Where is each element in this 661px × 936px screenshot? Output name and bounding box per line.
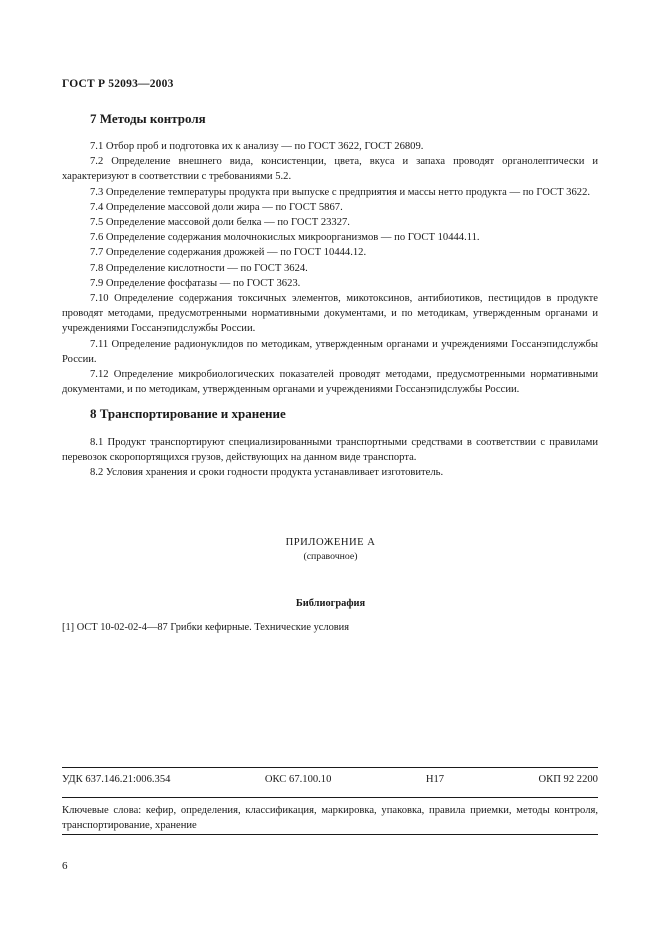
appendix-subtitle: (справочное) [303,551,358,562]
paragraph-8-2: 8.2 Условия хранения и сроки годности продукта устанавливает изготовитель. [90,467,444,479]
paragraph-7-3: 7.3 Определение температуры продукта при выпуске с предприятия и массы нетто продукта — по ГОСТ 3622. [90,186,591,198]
divider-bottom [62,834,598,835]
section-8-body [62,435,598,481]
section-7-title: 7 Методы контроля [90,111,206,126]
paragraph-7-8: 7.8 Определение кислотности — по ГОСТ 3624. [90,262,308,274]
section-8-title: 8 Транспортирование и хранение [90,406,286,421]
section-7-body [62,139,598,397]
paragraph-7-12: 7.12 Определение микробиологических показателей проводят методами, предусмотренными нормативными документами, и по методикам, утвержденным органами и учреждениями Госсанэпидслужбы России. [62,369,598,396]
paragraph-7-7: 7.7 Определение содержания дрожжей — по ГОСТ 10444.12. [90,247,367,259]
classification-row [62,774,598,785]
paragraph-7-5: 7.5 Определение массовой доли белка — по ГОСТ 23327. [90,217,350,229]
paragraph-7-4: 7.4 Определение массовой доли жира — по ГОСТ 5867. [90,201,343,213]
okp-code: ОКП 92 2200 [538,774,598,785]
bibliography-reference: [1] ОСТ 10-02-02-4—87 Грибки кефирные. Технические условия [62,622,350,633]
paragraph-7-1: 7.1 Отбор проб и подготовка их к анализу — по ГОСТ 3622, ГОСТ 26809. [90,141,424,152]
oks-code: ОКС 67.100.10 [264,774,332,785]
divider-top [62,767,598,768]
document-header: ГОСТ Р 52093—2003 [62,78,174,90]
paragraph-7-11: 7.11 Определение радионуклидов по методикам, утвержденным органами и учреждениями Госсанэпидслужбы России. [62,338,598,365]
group-code: Н17 [425,774,445,785]
paragraph-7-9: 7.9 Определение фосфатазы — по ГОСТ 3623. [90,277,301,289]
paragraph-7-2: 7.2 Определение внешнего вида, консистенции, цвета, вкуса и запаха проводят органолептически и характеризуют в соответствии с требованиями 5.2. [62,156,598,183]
paragraph-7-10: 7.10 Определение содержания токсичных элементов, микотоксинов, антибиотиков, пестицидов в продукте проводят методами, предусмотренными нормативными документами, и по методикам, утвержденным органами и учреждениями Госсанэпидслужбы России. [62,293,598,335]
bibliography-title: Библиография [295,598,366,609]
keywords: Ключевые слова: кефир, определения, классификация, маркировка, упаковка, правила приемки, методы контроля, транспортирование, хранение [62,805,598,831]
udk-code: УДК 637.146.21:006.354 [62,774,171,785]
page-number: 6 [62,860,68,872]
paragraph-8-1: 8.1 Продукт транспортируют специализированными транспортными средствами в соответствии с правилами перевозок скоропортящихся грузов, действующих на данном виде транспорта. [62,437,598,464]
paragraph-7-6: 7.6 Определение содержания молочнокислых микроорганизмов — по ГОСТ 10444.11. [90,232,480,244]
divider-middle [62,797,598,798]
appendix-title: ПРИЛОЖЕНИЕ А [285,537,376,548]
